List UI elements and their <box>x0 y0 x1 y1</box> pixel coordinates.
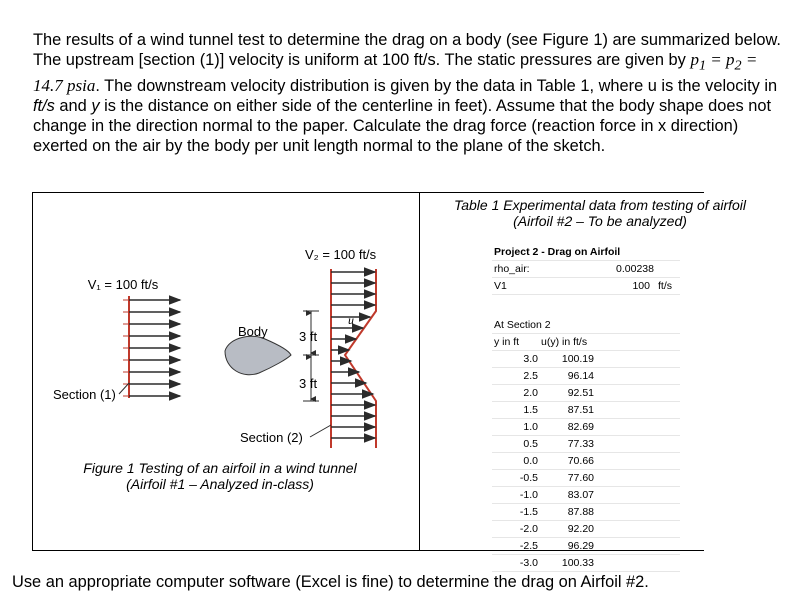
cell-u: 100.33 <box>561 557 594 569</box>
frame-divider <box>419 192 420 551</box>
table-row <box>492 436 680 453</box>
dim-top-label: 3 ft <box>299 329 318 344</box>
section-row <box>492 317 680 334</box>
table-caption-line2: (Airfoil #2 – To be analyzed) <box>513 213 687 229</box>
col-u-header: u(y) in ft/s <box>541 336 588 348</box>
cell-y: 2.5 <box>523 370 538 382</box>
wind-tunnel-figure <box>33 193 419 458</box>
table-title: Project 2 - Drag on Airfoil <box>494 246 621 258</box>
u-label: u <box>348 313 354 327</box>
figure-caption-line2: (Airfoil #1 – Analyzed in-class) <box>126 476 314 492</box>
section2-label: Section (2) <box>240 430 303 445</box>
cell-y: -3.0 <box>519 557 538 569</box>
cell-u: 92.20 <box>567 523 594 535</box>
problem-statement <box>33 30 783 157</box>
cell-u: 70.66 <box>567 455 594 467</box>
cell-u: 77.33 <box>567 438 594 450</box>
table-row <box>492 487 680 504</box>
table-row <box>492 504 680 521</box>
table-row <box>492 555 680 572</box>
section2-leader <box>310 425 331 437</box>
table-caption <box>440 197 760 229</box>
v1-row-value: 100 <box>632 280 650 292</box>
rho-label: rho_air: <box>494 263 530 275</box>
section2-velocity-profile <box>331 269 376 448</box>
cell-y: -2.0 <box>519 523 538 535</box>
figure-caption-line1: Figure 1 Testing of an airfoil in a wind tunnel <box>83 460 357 476</box>
section1-leader <box>119 383 129 394</box>
cell-u: 87.51 <box>567 404 594 416</box>
table-row <box>492 385 680 402</box>
cell-y: 0.5 <box>523 438 538 450</box>
header-row <box>492 334 680 351</box>
table-row <box>492 470 680 487</box>
footer-instruction: Use an appropriate computer software (Excel is fine) to determine the drag on Airfoil #2. <box>12 573 649 591</box>
cell-y: -0.5 <box>519 472 538 484</box>
cell-u: 77.60 <box>567 472 594 484</box>
section2-arrows <box>331 272 375 438</box>
spacer-row <box>492 295 680 317</box>
table-row <box>492 419 680 436</box>
col-y-header: y in ft <box>494 336 520 348</box>
cell-y: 2.0 <box>523 387 538 399</box>
table-row <box>492 521 680 538</box>
table-row <box>492 351 680 368</box>
cell-y: 3.0 <box>523 353 538 365</box>
problem-y-var: y <box>91 97 100 115</box>
cell-u: 100.19 <box>561 353 594 365</box>
cell-u: 92.51 <box>567 387 594 399</box>
cell-y: -1.0 <box>519 489 538 501</box>
v2-label: V₂ = 100 ft/s <box>305 247 377 262</box>
excel-table <box>492 244 680 572</box>
cell-u: 87.88 <box>567 506 594 518</box>
problem-unit: ft/s <box>33 97 55 115</box>
cell-u: 96.29 <box>567 540 594 552</box>
cell-u: 82.69 <box>567 421 594 433</box>
eq-p1: p <box>690 50 699 70</box>
problem-text-2: . The downstream velocity distribution is given by the data in Table 1, where u is the velocity in <box>95 76 778 95</box>
body-airfoil-shape <box>225 336 291 374</box>
rho-row <box>492 261 680 278</box>
rho-value: 0.00238 <box>616 263 654 275</box>
eq-sub1: 1 <box>698 57 707 74</box>
eq-sub2: 2 <box>734 57 742 74</box>
table-row <box>492 368 680 385</box>
eq-p2: p <box>726 50 735 70</box>
cell-u: 83.07 <box>567 489 594 501</box>
cell-y: 1.0 <box>523 421 538 433</box>
v1-row <box>492 278 680 295</box>
table-row <box>492 453 680 470</box>
section2-table-label: At Section 2 <box>494 319 551 331</box>
body-label: Body <box>238 324 268 339</box>
section1-label: Section (1) <box>53 387 116 402</box>
table-row <box>492 402 680 419</box>
problem-text-4: is the distance on either side of the centerline in feet). Assume that the body shape does not change in the direction normal to the paper. Calculate the drag force (reaction force in x direction) exerted on the air by the body per unit length normal to the plane of the sketch. <box>33 97 772 156</box>
eq-value: = 14.7 psia <box>33 50 758 95</box>
v1-label: V₁ = 100 ft/s <box>87 277 159 292</box>
cell-y: -2.5 <box>519 540 538 552</box>
figure-caption <box>40 460 400 492</box>
table-row <box>492 538 680 555</box>
problem-text-1: The results of a wind tunnel test to determine the drag on a body (see Figure 1) are summarized below. The upstream [section (1)] velocity is uniform at 100 ft/s. The static pressures are given by <box>33 31 781 70</box>
v1-row-unit: ft/s <box>657 280 672 292</box>
v1-row-label: V1 <box>494 280 507 292</box>
dim-bottom-label: 3 ft <box>299 376 318 391</box>
cell-u: 96.14 <box>567 370 594 382</box>
cell-y: 0.0 <box>523 455 538 467</box>
data-rows <box>492 351 680 572</box>
table-caption-line1: Table 1 Experimental data from testing of airfoil <box>453 197 747 213</box>
section1-arrows <box>129 300 180 396</box>
eq-equals: = <box>706 50 726 70</box>
table-title-row <box>492 244 680 261</box>
problem-text-3: and <box>54 97 92 115</box>
cell-y: 1.5 <box>523 404 538 416</box>
cell-y: -1.5 <box>519 506 538 518</box>
